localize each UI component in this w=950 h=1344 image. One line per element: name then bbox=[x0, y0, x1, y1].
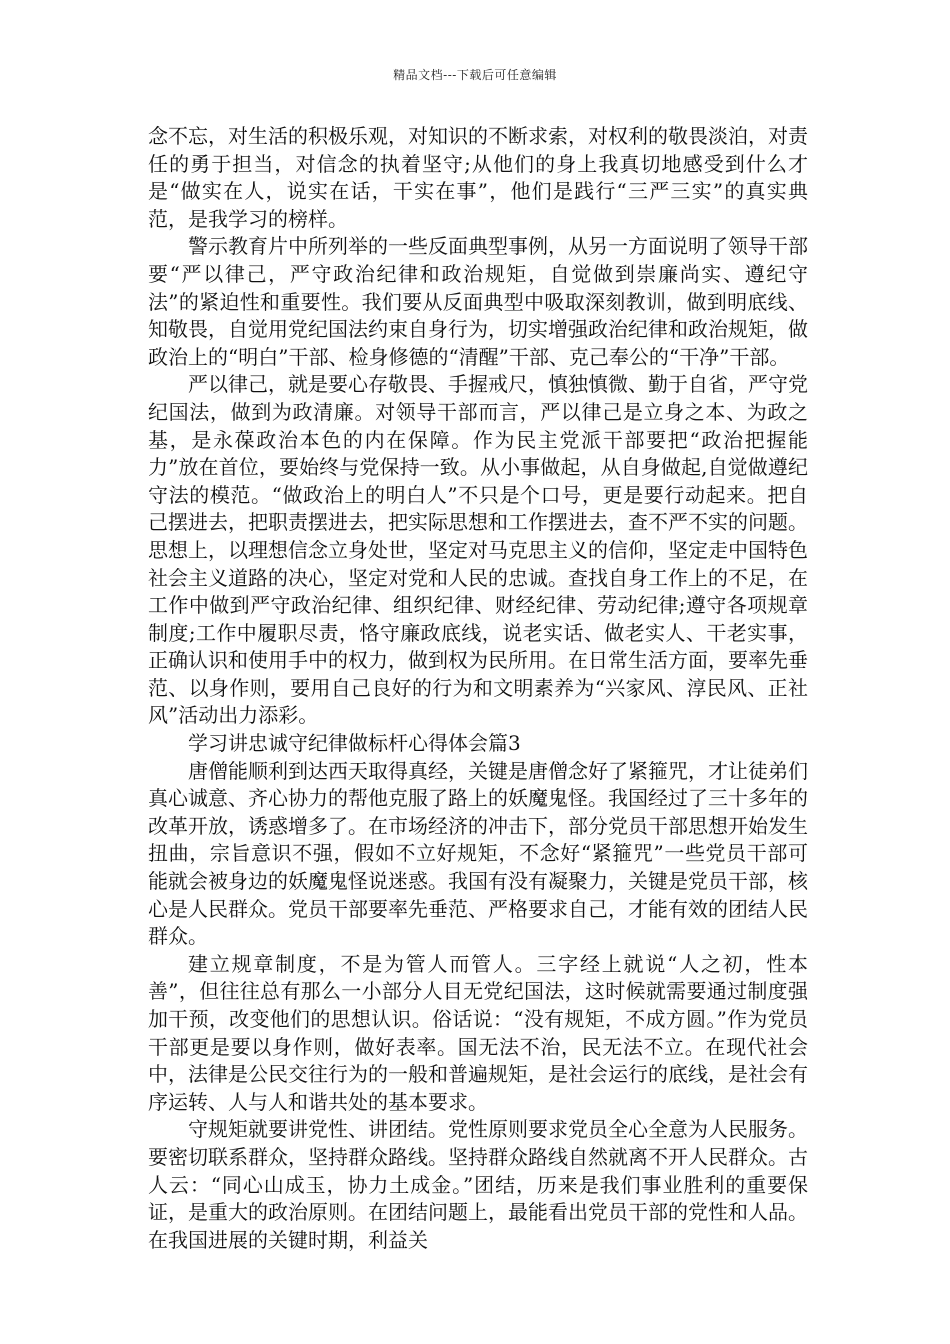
paragraph-party-spirit: 守规矩就要讲党性、讲团结。党性原则要求党员全心全意为人民服务。要密切联系群众，坚持群众路线。坚持群众路线自然就离不开人民群众。古人云：“同心山成玉，协力土成金。”团结，历来是我们事业胜利的重要保证，是重大的政治原则。在团结问题上，最能看出党员干部的党性和人品。在我国进展的关键时期，利益关 bbox=[148, 1117, 808, 1252]
paragraph-self-discipline: 严以律己，就是要心存敬畏、手握戒尺，慎独慎微、勤于自省，严守党纪国法，做到为政清廉。对领导干部而言，严以律己是立身之本、为政之基，是永葆政治本色的内在保障。作为民主党派干部要把“政治把握能力”放在首位，要始终与党保持一致。从小事做起，从自身做起,自觉做遵纪守法的模范。“做政治上的明白人”不只是个口号，更是要行动起来。把自己摆进去，把职责摆进去，把实际思想和工作摆进去，查不严不实的问题。思想上，以理想信念立身处世，坚定对马克思主义的信仰，坚定走中国特色社会主义道路的决心，坚定对党和人民的忠诚。查找自身工作上的不足，在工作中做到严守政治纪律、组织纪律、财经纪律、劳动纪律;遵守各项规章制度;工作中履职尽责，恪守廉政底线，说老实话、做老实人、干老实事，正确认识和使用手中的权力，做到权为民所用。在日常生活方面，要率先垂范、以身作则，要用自己良好的行为和文明素养为“兴家风、淳民风、正社风”活动出力添彩。 bbox=[148, 372, 808, 728]
paragraph-continued: 念不忘，对生活的积极乐观，对知识的不断求索，对权利的敬畏淡泊，对责任的勇于担当，对信念的执着坚守;从他们的身上我真切地感受到什么才是“做实在人，说实在话，干实在事”，他们是践行“三严三实”的真实典范，是我学习的榜样。 bbox=[148, 124, 808, 231]
paragraph-warning-education: 警示教育片中所列举的一些反面典型事例，从另一方面说明了领导干部要“严以律己，严守政治纪律和政治规矩，自觉做到崇廉尚实、遵纪守法”的紧迫性和重要性。我们要从反面典型中吸取深刻教训，做到明底线、知敬畏，自觉用党纪国法约束自身行为，切实增强政治纪律和政治规矩，做政治上的“明白”干部、检身修德的“清醒”干部、克己奉公的“干净”干部。 bbox=[148, 234, 808, 369]
page-header: 精品文档---下载后可任意编辑 bbox=[393, 68, 557, 82]
paragraph-tang-monk: 唐僧能顺利到达西天取得真经，关键是唐僧念好了紧箍咒，才让徒弟们真心诚意、齐心协力的帮他克服了路上的妖魔鬼怪。我国经过了三十多年的改革开放，诱惑增多了。在市场经济的冲击下，部分党员干部思想开始发生扭曲，宗旨意识不强，假如不立好规矩，不念好“紧箍咒”一些党员干部可能就会被身边的妖魔鬼怪说迷惑。我国有没有凝聚力，关键是党员干部，核心是人民群众。党员干部要率先垂范、严格要求自己，才能有效的团结人民群众。 bbox=[148, 758, 808, 949]
document-body bbox=[148, 123, 808, 1254]
section-title: 学习讲忠诚守纪律做标杆心得体会篇3 bbox=[188, 731, 521, 756]
paragraph-regulations: 建立规章制度，不是为管人而管人。三字经上就说“人之初，性本善”，但往往总有那么一小部分人目无党纪国法，这时候就需要通过制度强加干预，改变他们的思想认识。俗话说：“没有规矩，不成方圆。”作为党员干部更是要以身作则，做好表率。国无法不治，民无法不立。在现代社会中，法律是公民交往行为的一般和普遍规矩，是社会运行的底线，是社会有序运转、人与人和谐共处的基本要求。 bbox=[148, 951, 808, 1114]
